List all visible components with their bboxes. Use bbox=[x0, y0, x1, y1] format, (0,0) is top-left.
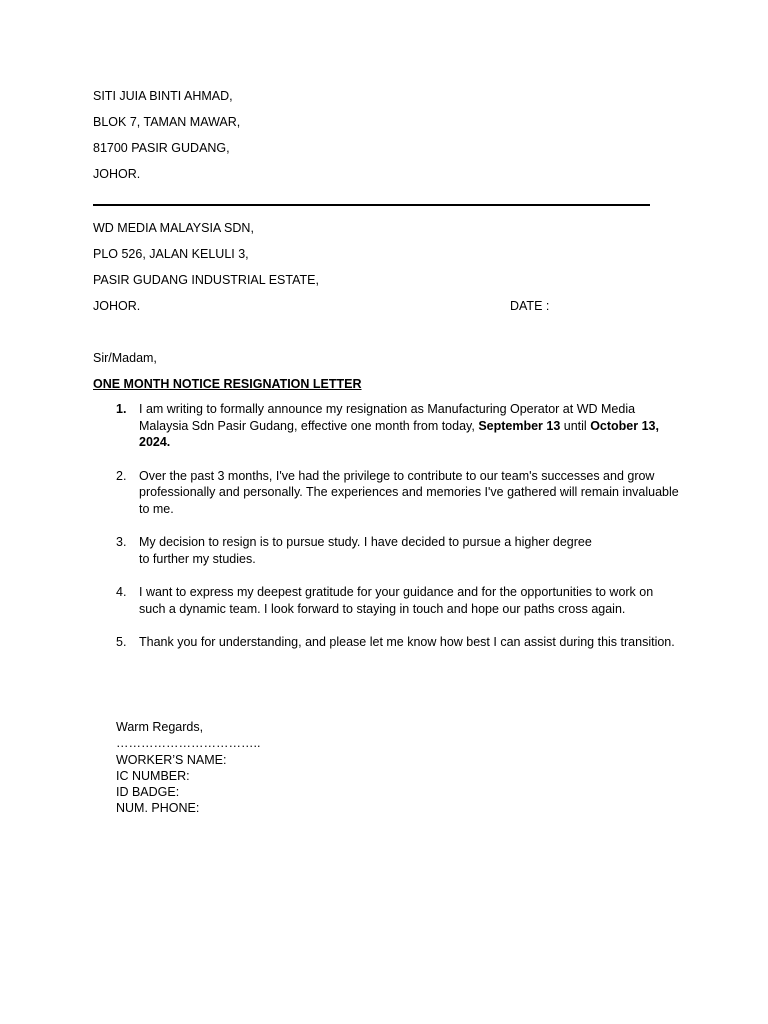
phone-number-field: NUM. PHONE: bbox=[116, 801, 200, 816]
date-label: DATE : bbox=[510, 299, 550, 313]
list-item bbox=[93, 534, 683, 567]
start-date: September 13 bbox=[478, 418, 561, 433]
resignation-points-list bbox=[93, 401, 683, 668]
recipient-state: JOHOR. bbox=[93, 299, 141, 313]
list-item-number: 5. bbox=[116, 635, 127, 649]
sender-address-line-2: 81700 PASIR GUDANG, bbox=[93, 141, 230, 155]
list-item-text: I am writing to formally announce my resignation as Manufacturing Operator at WD Media Malaysia Sdn Pasir Gudang, effective one month from today, bbox=[139, 402, 636, 433]
list-item bbox=[93, 584, 683, 617]
signature-block bbox=[116, 719, 260, 817]
list-item-number: 1. bbox=[116, 402, 127, 416]
list-item-number: 2. bbox=[116, 468, 127, 483]
list-item-text-line-2: to further my studies. bbox=[139, 551, 256, 566]
list-item-number: 4. bbox=[116, 585, 127, 599]
list-item-number: 3. bbox=[116, 535, 127, 549]
list-item bbox=[93, 468, 683, 518]
sender-name: SITI JUIA BINTI AHMAD, bbox=[93, 89, 233, 103]
end-date: October 13, 2024. bbox=[139, 418, 659, 449]
list-item bbox=[93, 634, 683, 651]
list-item-text-line-1: My decision to resign is to pursue study. I have decided to pursue a higher degree bbox=[139, 535, 592, 549]
recipient-address-line-1: PLO 526, JALAN KELULI 3, bbox=[93, 247, 249, 261]
worker-name-field: WORKER’S NAME: bbox=[116, 752, 227, 767]
recipient-address-line-2: PASIR GUDANG INDUSTRIAL ESTATE, bbox=[93, 273, 319, 287]
signature-line: …………………………….. bbox=[116, 736, 261, 751]
list-item-text: Thank you for understanding, and please let me know how best I can assist during this transition. bbox=[139, 635, 675, 649]
recipient-company: WD MEDIA MALAYSIA SDN, bbox=[93, 221, 254, 235]
list-item-text: I want to express my deepest gratitude for your guidance and for the opportunities to work on such a dynamic team. I look forward to staying in touch and hope our paths cross again. bbox=[139, 585, 654, 616]
letter-title: ONE MONTH NOTICE RESIGNATION LETTER bbox=[93, 377, 362, 391]
ic-number-field: IC NUMBER: bbox=[116, 768, 190, 783]
list-item-text: Over the past 3 months, I've had the privilege to contribute to our team's successes and grow professionally and personally. The experiences and memories I've gathered will remain invaluable to me. bbox=[139, 468, 679, 516]
sender-address-line-1: BLOK 7, TAMAN MAWAR, bbox=[93, 115, 241, 129]
closing-regards: Warm Regards, bbox=[116, 720, 204, 734]
list-item-text-connector: until bbox=[560, 418, 591, 433]
header-divider bbox=[93, 204, 650, 206]
id-badge-field: ID BADGE: bbox=[116, 785, 180, 800]
salutation: Sir/Madam, bbox=[93, 351, 157, 365]
list-item bbox=[93, 401, 683, 451]
sender-state: JOHOR. bbox=[93, 167, 141, 181]
